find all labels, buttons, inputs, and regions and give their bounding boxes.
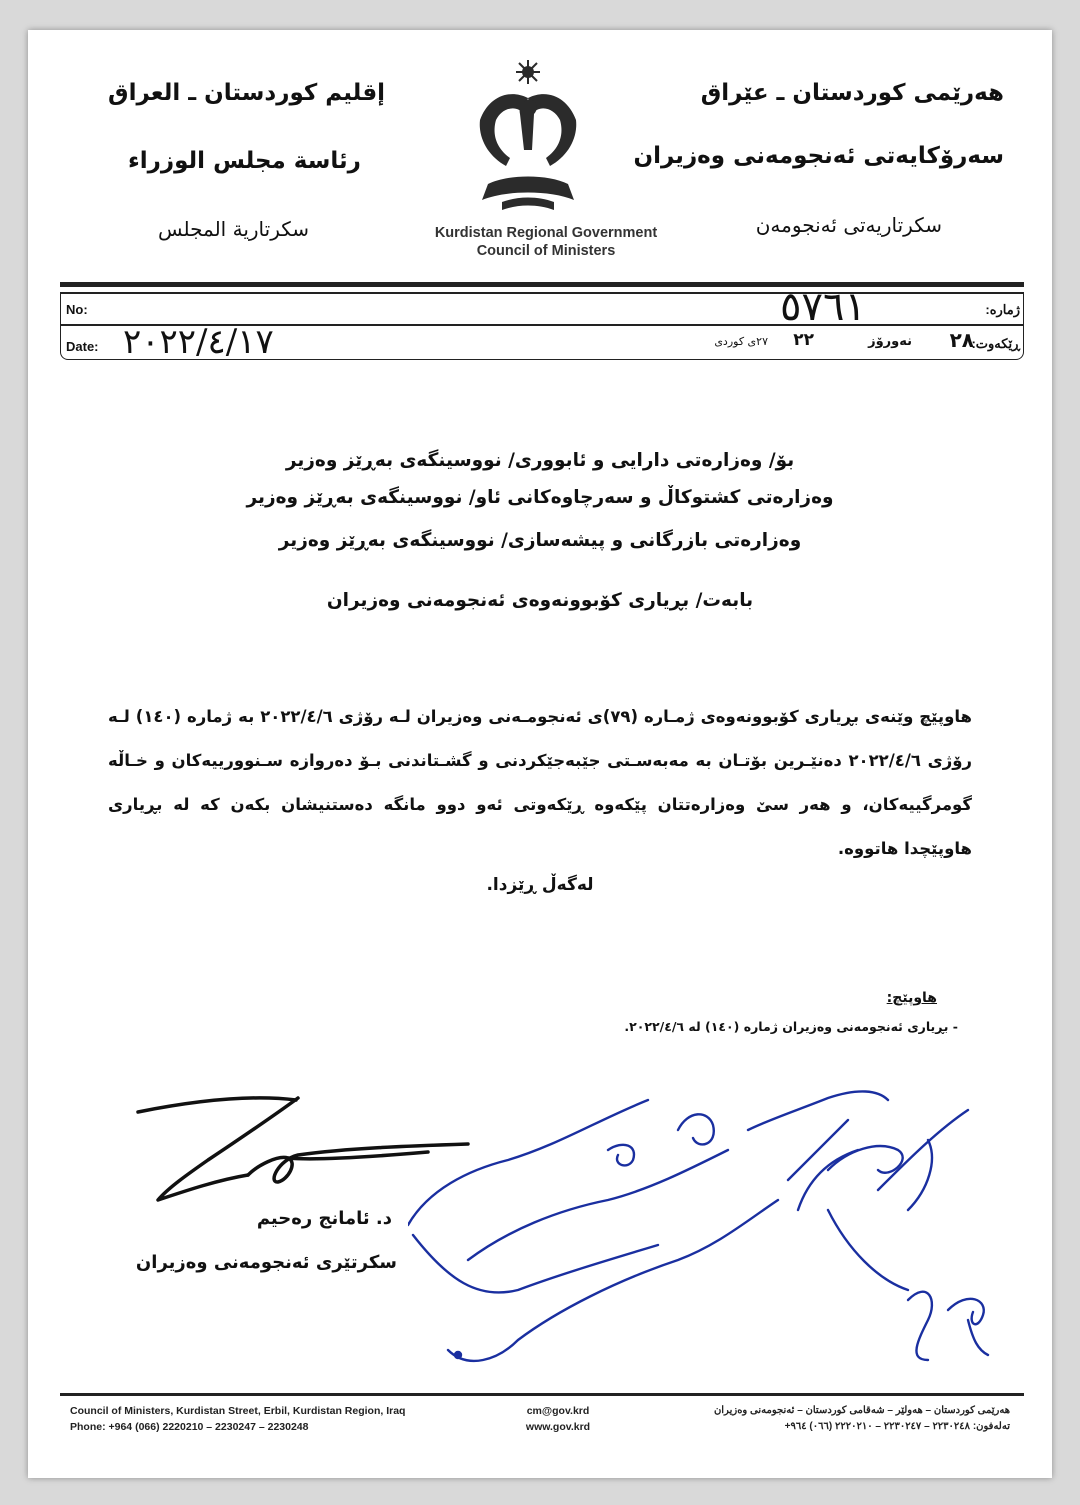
krg-emblem-icon <box>458 58 598 228</box>
footer-divider <box>60 1393 1024 1396</box>
letter-page <box>28 30 1052 1478</box>
footer-email: cm@gov.krd <box>526 1405 590 1417</box>
recipient-line-1: بۆ/ وەزارەتی دارایی و ئابووری/ نووسینگەی بەڕێز وەزیر <box>285 450 795 471</box>
closing-line: لەگەڵ ڕێزدا. <box>486 875 594 895</box>
kurdish-date-suffix: ٢٧ی کوردی <box>714 335 768 348</box>
number-label-kurdish: ژمارە: <box>985 302 1020 317</box>
header-kurdish-region: هەرێمی کوردستان ـ عێراق <box>700 80 1004 106</box>
kurdish-date-day: ٢٨ <box>949 328 974 352</box>
signatory-title: سکرتێری ئەنجومەنی وەزیران <box>135 1252 397 1273</box>
date-label: Date: <box>66 339 99 354</box>
logo-title: Kurdistan Regional Government <box>434 225 658 241</box>
no-label: No: <box>66 302 88 317</box>
footer-phone-en: Phone: +964 (066) 2220210 – 2230247 – 2230248 <box>70 1421 309 1433</box>
subject-line: بابەت/ بڕیاری کۆبوونەوەی ئەنجومەنی وەزیران <box>326 590 754 611</box>
footer-address-ku: هەرێمی کوردستان – هەولێر – شەقامی کوردستان – ئەنجومەنی وەزیران <box>713 1405 1010 1416</box>
recipient-line-2: وەزارەتی کشتوکاڵ و سەرچاوەکانی ئاو/ نووسینگەی بەڕێز وەزیر <box>246 487 834 508</box>
reference-date: ٢٠٢٢/٤/١٧ <box>123 322 274 362</box>
attachment-item: - بڕیاری ئەنجومەنی وەزیران ژمارە (١٤٠) لە ٢٠٢٢/٤/٦. <box>624 1019 958 1034</box>
footer-phone-ku: تەلەفون: ٢٢٣٠٢٤٨ – ٢٢٣٠٢٤٧ – ٢٢٢٠٢١٠ (٠٦٦) ٩٦٤+ <box>784 1421 1010 1432</box>
header-arabic-region: إقليم كوردستان ـ العراق <box>108 80 386 106</box>
reference-number: ٥٧٦١ <box>780 284 866 330</box>
footer-website: www.gov.krd <box>525 1421 591 1433</box>
body-paragraph: هاوپێچ وێنەی بڕیاری کۆبوونەوەی ژمـارە (٧٩)ی ئەنجومـەنی وەزیران لـە رۆژی ٢٠٢٢/٤/٦ بە ژمارە (١٤٠) لـە رۆژی ٢٠٢٢/٤/٦ دەنێـرین بۆتـان بە مەبەسـتی جێبەجێکردنی و گشـتاندنی بـۆ دەروازە سـنوورییەکان و خـاڵە گومرگییەکان، و هەر سێ وەزارەتتان پێکەوە ڕێکەوتی ئەو دوو مانگە دەستنیشان بکەن کە لە بڕیاری هاوپێچدا هاتووە. <box>108 707 972 858</box>
attachment-title: هاوپێچ: <box>886 990 937 1006</box>
header-kurdish-secretariat: سکرتاریەتی ئەنجومەن <box>755 213 942 237</box>
handwritten-note <box>408 1050 1008 1380</box>
kurdish-date-month: نەورۆز <box>868 334 912 349</box>
logo-subtitle: Council of Ministers <box>476 243 616 259</box>
header-divider <box>60 282 1024 287</box>
footer-address-en: Council of Ministers, Kurdistan Street, Erbil, Kurdistan Region, Iraq <box>70 1405 406 1417</box>
kurdish-date-year: ٢٢ <box>793 330 814 350</box>
header-kurdish-presidency: سەرۆکایەتی ئەنجومەنی وەزیران <box>633 143 1004 169</box>
header-arabic-secretariat: سكرتارية المجلس <box>158 217 310 241</box>
recipient-line-3: وەزارەتی بازرگانی و پیشەسازی/ نووسینگەی بەڕێز وەزیر <box>278 530 802 551</box>
header-arabic-presidency: رئاسة مجلس الوزراء <box>128 148 361 174</box>
date-label-kurdish: ڕێکەوت: <box>971 336 1020 351</box>
signatory-name: د. ئامانج رەحیم <box>256 1208 392 1229</box>
